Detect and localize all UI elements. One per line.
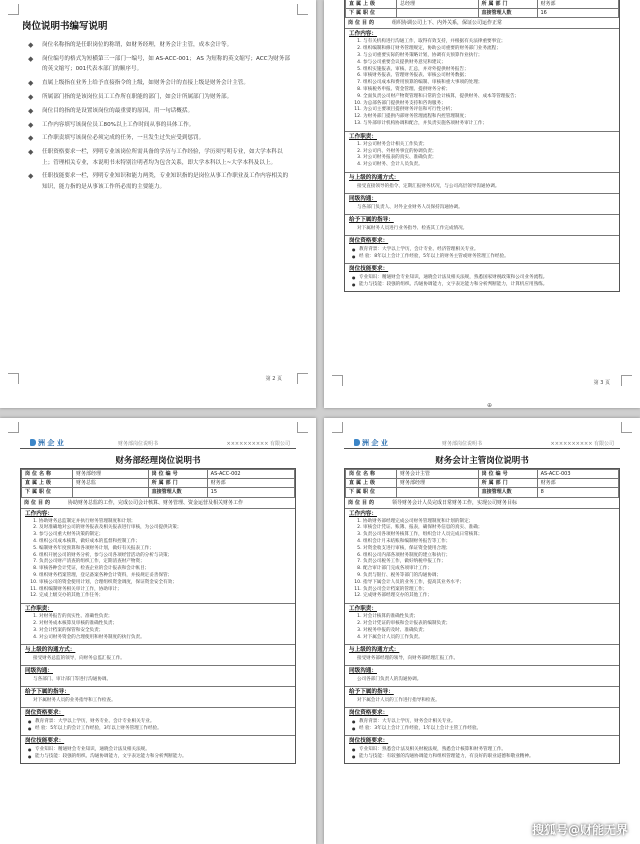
work-content-section: 工作内容： 1. 与有关机构进行沟通工作，取得有效支持，并根据有关法律重要事宜； 2. 组织编制和修订财务管理规定，协助公司重要的财务部门业务流程； 3. 与公司重要实际的财务策略计划，协调有关预算作业执行； 4. 参与公司重要会议提供财务意见和建议； 5. 组织实施报表、审核、汇总，并对外提供财务报告； 6. 审核财务报表、管理财务报表、审核公司财务数据； 7. 组织公司成本和费用预算的编制、审核和重大事项的处理； 8. 审核税务申报、资金管理、提供财务分析； 9. 全面负责公司财产物资管理和日常的会计核算，提供财务、成本等管理报告； 10. 为总部各部门提供财务支持和咨询服务； 11. 为公司主要项目提供财务评估和可行性分析； 12. 为财务部门提供内部财务管理流程和内控管理制度； 13. 与外部审计机构协调和配合，并负责实施各项财务审计工作； <box>345 29 619 131</box>
info-value: 财务总监 <box>73 479 149 488</box>
info-value: 财务部 <box>537 0 619 9</box>
info-value: 总经理 <box>397 0 479 9</box>
info-value: 财务部经理 <box>73 470 149 479</box>
duty-item: 4. 对公司财务资金的合理使用和财务制度的执行负责。 <box>39 635 291 642</box>
work-item: 8. 配合审计部门完成各项审计工作； <box>363 566 615 573</box>
instruction-text: 任职技能要求一栏，列明专业知识和能力两类，专业知识指的是岗位从事工作职业及工作内容相关的知识，能力指的是从事该工作所必需的主要能力。 <box>42 173 289 191</box>
work-item: 5. 组织实施报表、审核、汇总，并对外提供财务报告； <box>363 67 615 74</box>
subordinate-guidance-section: 给予下属的指导： 对下属财务人员的业务指导和工作检查。 <box>21 687 295 708</box>
crop-mark <box>621 375 632 386</box>
crop-mark <box>297 373 308 384</box>
info-label: 岗位名称 <box>346 470 397 479</box>
info-label: 直属上级 <box>22 479 73 488</box>
duty-item: 1. 对公司财务会计相关工作负责； <box>363 142 615 149</box>
duty-item: 3. 对会计档案的保管和安全负责； <box>39 628 291 635</box>
work-item: 8. 审核税务申报、资金管理、提供财务分析； <box>363 87 615 94</box>
info-row <box>22 488 295 497</box>
work-item: 3. 参与公司重大财务决策的制定； <box>39 532 291 539</box>
work-item: 4. 参与公司重要会议提供财务意见和建议； <box>363 60 615 67</box>
crop-mark <box>332 375 343 386</box>
instruction-text: 工作内容填写该岗位员工80%以上工作时间从事的具体工作。 <box>42 121 195 128</box>
info-label: 直属上级 <box>346 0 397 9</box>
superior-communication-section: 与上级的沟通方式： 接受直接领导的指令、定期汇报财务状况，与公司高层领导沟通协调。 <box>345 173 619 194</box>
instruction-item <box>22 171 290 192</box>
skill-item: ● 能力与技能：有较强的沟通协调能力和组织管理能力，有良好的职业道德和敬业精神。 <box>359 753 615 760</box>
work-item: 1. 与有关机构进行沟通工作，取得有效支持，并根据有关法律重要事宜； <box>363 39 615 46</box>
skill-section: 岗位技能要求： ● 专业知识：精通财会专业知识，通晓会计法及相关法规，熟悉国家财税政策和公司业务流程。 ● 能力与技能：较强的组织、沟通协调能力，文字表达能力和分析判断能力，计算机应用熟练。 <box>345 264 619 291</box>
work-item: 4. 组织会计月末结账和编制财务报告等工作； <box>363 539 615 546</box>
info-label: 直属上级 <box>346 479 397 488</box>
bullet-icon: ◆ <box>28 106 34 115</box>
job-info-table <box>345 0 619 18</box>
work-item: 7. 负责公司财产清查的组织工作，定期清查财产物资； <box>39 559 291 566</box>
duty-item: 2. 对财务成本核算及审核的准确性负责； <box>39 621 291 628</box>
qualification-item: ● 教育背景：大学以上学历，财务专业、会计专业相关专业。 <box>35 718 291 725</box>
duty-item: 4. 对下属会计人员的工作负责。 <box>363 635 615 642</box>
info-value: 16 <box>537 9 619 18</box>
work-item: 9. 负责与银行、税务等部门的沟通协调； <box>363 573 615 580</box>
job-description-frame <box>344 0 620 292</box>
info-value: AS-ACC-003 <box>537 470 618 479</box>
info-value <box>73 488 149 497</box>
info-label: 所属部门 <box>148 479 207 488</box>
peer-communication-section: 同级沟通： 与各部门、审计部门等进行沟通协调。 <box>21 666 295 687</box>
duty-item: 4. 对公司财务、会计人员负责。 <box>363 162 615 169</box>
info-value: AS-ACC-002 <box>207 470 294 479</box>
info-row <box>346 0 619 9</box>
qualification-item: ● 经 验：8年以上会计工作经验，5年以上的财务主管或财务管理工作经验。 <box>359 253 615 260</box>
instruction-text: 所属部门指的是该岗位员工工作所在职能的部门，如会计所属部门为财务部。 <box>42 93 233 100</box>
crop-mark <box>332 422 343 433</box>
qualification-section: 岗位资格要求： ● 教育背景：大专以上学历，财务会计相关专业。 ● 经 验：3年以上会计工作经验，1年以上会计主管工作经验。 <box>345 708 619 736</box>
company-logo: 洲 企 业 <box>354 438 388 448</box>
work-item: 3. 负责公司各项财务核算工作，组织会计人员完成日常核算； <box>363 532 615 539</box>
info-value: 财务会计主管 <box>397 470 479 479</box>
work-content-section: 工作内容： 1. 协助财务部经理完成公司财务管理制度和计划的制定； 2. 审核会计凭证、账簿、报表，确保财务信息的真实、准确； 3. 负责公司各项财务核算工作，组织会计人员完成日常核算； 4. 组织会计月末结账和编制财务报告等工作； 5. 对资金收支进行审核，保证资金使用合理； 6. 组织公司内部各项财务制度的建立和执行； 7. 负责公司税务工作，做好纳税申报工作； 8. 配合审计部门完成各项审计工作； 9. 负责与银行、税务等部门的沟通协调； 10. 指导下属会计人员的业务工作，提高其业务水平； 11. 负责公司会计档案的管理工作； 12. 完成财务部经理交办的其他工作； <box>345 509 619 605</box>
instruction-item <box>22 54 290 75</box>
work-item: 2. 组织编制和修订财务管理规定，协助公司重要的财务部门业务流程； <box>363 46 615 53</box>
instruction-text: 岗位目的指的是设置该岗位的最重要的原因，用一句话概括。 <box>42 107 194 114</box>
info-label: 直接管理人数 <box>478 9 537 18</box>
info-label: 所属部门 <box>478 0 537 9</box>
job-description-frame <box>20 468 296 764</box>
duty-item: 3. 对公司财务报表的真实、准确负责； <box>363 155 615 162</box>
duty-section: 工作职责： 1. 对财务报告的真实性、准确性负责； 2. 对财务成本核算及审核的准确性负责； 3. 对会计档案的保管和安全负责； 4. 对公司财务资金的合理使用和财务制度的执行负责。 <box>21 604 295 645</box>
logo-icon <box>354 439 360 446</box>
work-item: 8. 审核各种会计凭证，检查企业的会计报表和会计帐目； <box>39 566 291 573</box>
page-join-icon[interactable]: ⊕ <box>487 402 493 409</box>
logo-icon <box>30 439 36 446</box>
skill-item: ● 专业知识：熟悉会计法及相关财税法规，熟悉会计核算和财务管理工作。 <box>359 746 615 753</box>
doc-page-2 <box>324 0 640 408</box>
skill-item: ● 能力与技能：较强的组织、沟通协调能力，文字表达能力和分析判断能力，计算机应用熟练。 <box>359 281 615 288</box>
work-item: 10. 审核公司的资金使用计划，合理组织资金调度，保证资金安全有效； <box>39 580 291 587</box>
duty-item: 2. 对公司内、外财务事宜的协调负责； <box>363 149 615 156</box>
bullet-icon: ◆ <box>28 79 34 88</box>
info-row <box>22 470 295 479</box>
work-item: 3. 与公司重要实际的财务策略计划，协调有关预算作业执行； <box>363 53 615 60</box>
page-number: 第 2 页 <box>265 376 282 382</box>
page-title: 岗位说明书编写说明 <box>22 21 108 32</box>
job-description-frame <box>344 468 620 764</box>
info-value: 财务部经理 <box>397 479 479 488</box>
work-item: 12. 为财务部门提供内部财务管理流程和内控管理制度； <box>363 114 615 121</box>
work-item: 1. 协助财务部经理完成公司财务管理制度和计划的制定； <box>363 519 615 526</box>
work-item: 6. 组织开展公司的财务分析，参与公司各项经营活动的分析与决策； <box>39 553 291 560</box>
bullet-icon: ◆ <box>28 120 34 129</box>
bullet-icon: ◆ <box>28 92 34 101</box>
qualification-section: 岗位资格要求： ● 教育背景：大学以上学历，会计专业、经济管理相关专业。 ● 经 验：8年以上会计工作经验，5年以上的财务主管或财务管理工作经验。 <box>345 236 619 264</box>
info-value: 8 <box>537 488 618 497</box>
bullet-icon: ◆ <box>28 54 34 63</box>
instruction-text: 工作职责填写该岗位必须完成的任务，一旦发生过失应受到惩罚。 <box>42 135 205 142</box>
crop-mark <box>8 422 19 433</box>
duty-section: 工作职责： 1. 对会计核算的准确性负责； 2. 对会计凭证的审核和会计报表的编制负责； 3. 对税务申报的及时、准确负责； 4. 对下属会计人员的工作负责。 <box>345 604 619 645</box>
document-title: 财务会计主管岗位说明书 <box>435 456 529 466</box>
info-value <box>397 9 479 18</box>
duty-item: 1. 对财务报告的真实性、准确性负责； <box>39 614 291 621</box>
header-center-text: 财务部岗位说明书 <box>442 441 483 447</box>
work-item: 7. 负责公司税务工作，做好纳税申报工作； <box>363 559 615 566</box>
page-number: 第 3 页 <box>593 380 610 386</box>
instruction-item <box>22 133 290 144</box>
work-item: 9. 全面负责公司财产物资管理和日常的会计核算，提供财务、成本等管理报告； <box>363 94 615 101</box>
instruction-item <box>22 120 290 131</box>
crop-mark <box>297 422 308 433</box>
instruction-item <box>22 40 290 51</box>
doc-page-3 <box>0 418 316 844</box>
info-row <box>346 470 619 479</box>
job-purpose-row: 岗位目的 组织协调公司上下、内外关系，保证公司运作正常 <box>345 18 619 29</box>
skill-section: 岗位技能要求： ● 专业知识：熟悉会计法及相关财税法规，熟悉会计核算和财务管理工作。 ● 能力与技能：有较强的沟通协调能力和组织管理能力，有良好的职业道德和敬业精神。 <box>345 736 619 763</box>
work-item: 6. 组织公司内部各项财务制度的建立和执行； <box>363 553 615 560</box>
info-label: 下属职位 <box>346 488 397 497</box>
watermark-text: 搜狐号@财能无界 <box>531 823 628 837</box>
crop-mark <box>621 422 632 433</box>
subordinate-guidance-section: 给予下属的指导： 对下属财务人员进行业务指导、检查其工作完成情况。 <box>345 215 619 236</box>
info-label: 岗位编号 <box>148 470 207 479</box>
duty-section: 工作职责： 1. 对公司财务会计相关工作负责； 2. 对公司内、外财务事宜的协调负责； 3. 对公司财务报表的真实、准确负责； 4. 对公司财务、会计人员负责。 <box>345 132 619 173</box>
superior-communication-section: 与上级的沟通方式： 接受财务总监的领导，向财务总监汇报工作。 <box>21 645 295 666</box>
duty-item: 2. 对会计凭证的审核和会计报表的编制负责； <box>363 621 615 628</box>
subordinate-guidance-section: 给予下属的指导： 对下属会计人员的工作进行指导和检查。 <box>345 687 619 708</box>
info-label: 下属职位 <box>346 9 397 18</box>
info-row <box>346 488 619 497</box>
superior-communication-section: 与上级的沟通方式： 接受财务部经理的领导，向财务部经理汇报工作。 <box>345 645 619 666</box>
info-value: 财务部 <box>207 479 294 488</box>
crop-mark <box>297 4 308 15</box>
peer-communication-section: 同级沟通： 公司各部门负责人的沟通协调。 <box>345 666 619 687</box>
work-item: 7. 组织公司成本和费用预算的编制、审核和重大事项的处理； <box>363 80 615 87</box>
header-center-text: 财务部岗位说明书 <box>118 441 159 447</box>
instruction-text: 直属上级指在业务上给予直接指令的上级，如财务会计的直接上级是财务会计主管。 <box>42 80 249 87</box>
skill-item: ● 能力与技能：较强的组织、沟通协调能力，文字表达能力和分析判断能力。 <box>35 753 291 760</box>
instruction-item <box>22 78 290 89</box>
job-purpose-row: 岗位目的 协助财务总监的工作，完成公司会计核算、财务管理、资金运营及相关财务工作 <box>21 498 295 509</box>
crop-mark <box>8 373 19 384</box>
work-item: 2. 审核会计凭证、账簿、报表，确保财务信息的真实、准确； <box>363 525 615 532</box>
info-value: 财务部 <box>537 479 618 488</box>
document-title: 财务部经理岗位说明书 <box>115 456 201 466</box>
instruction-item <box>22 106 290 117</box>
company-logo: 洲 企 业 <box>30 438 64 448</box>
work-item: 11. 为公司主要项目提供财务评估和可行性分析； <box>363 107 615 114</box>
info-row <box>346 9 619 18</box>
peer-communication-section: 同级沟通： 与各部门负责人、对外企业财务人员保持沟通协调。 <box>345 194 619 215</box>
bullet-icon: ◆ <box>28 41 34 49</box>
header-divider <box>20 448 296 449</box>
header-company-name: ×××××××××× 有限公司 <box>550 441 614 447</box>
info-label: 直接管理人数 <box>478 488 537 497</box>
info-row <box>346 479 619 488</box>
info-label: 岗位编号 <box>478 470 537 479</box>
instruction-list <box>22 40 290 196</box>
skill-section: 岗位技能要求： ● 专业知识：精通财会专业知识，通晓会计法及相关法规。 ● 能力与技能：较强的组织、沟通协调能力，文字表达能力和分析判断能力。 <box>21 736 295 763</box>
info-label: 岗位名称 <box>22 470 73 479</box>
instruction-item <box>22 147 290 168</box>
qualification-item: ● 教育背景：大专以上学历，财务会计相关专业。 <box>359 718 615 725</box>
work-item: 4. 组织公司成本核算，做好成本的监督和控制工作； <box>39 539 291 546</box>
doc-page-1 <box>0 0 316 408</box>
doc-page-4 <box>324 418 640 844</box>
work-item: 11. 负责公司会计档案的管理工作； <box>363 587 615 594</box>
job-info-table <box>345 469 619 498</box>
work-item: 5. 对资金收支进行审核，保证资金使用合理； <box>363 546 615 553</box>
work-item: 11. 组织编制财务相关审计工作，协助审计； <box>39 587 291 594</box>
instruction-item <box>22 92 290 103</box>
header-company-name: ×××××××××× 有限公司 <box>226 441 290 447</box>
skill-item: ● 专业知识：精通财会专业知识，通晓会计法及相关法规，熟悉国家财税政策和公司业务流程。 <box>359 274 615 281</box>
job-info-table <box>21 469 295 498</box>
work-item: 1. 协助财务总监制定并执行财务管理制度和计划； <box>39 519 291 526</box>
work-content-section: 工作内容： 1. 协助财务总监制定并执行财务管理制度和计划； 2. 及时准确地对公司的财务报表及相关报表进行审核，为公司提供决策； 3. 参与公司重大财务决策的制定； 4. 组织公司成本核算，做好成本的监督和控制工作； 5. 编制财务年度预算和各项财务计划，做好有关报表工作； 6. 组织开展公司的财务分析，参与公司各项经营活动的分析与决策； 7. 负责公司财产清查的组织工作，定期清查财产物资； 8. 审核各种会计凭证，检查企业的会计报表和会计帐目； 9. 组织财务档案管理，登记备案各种会计资料，并按规定妥善保管； 10. 审核公司的资金使用计划，合理组织资金调度，保证资金安全有效； 11. 组织编制财务相关审计工作，协助审计； 12. 完成上级交办的其他工作任务； <box>21 509 295 605</box>
header-divider <box>344 448 620 449</box>
info-row <box>22 479 295 488</box>
work-item: 10. 指导下属会计人员的业务工作，提高其业务水平； <box>363 580 615 587</box>
work-item: 13. 与外部审计机构协调和配合，并负责实施各项财务审计工作； <box>363 121 615 128</box>
info-label: 直接管理人数 <box>148 488 207 497</box>
instruction-text: 岗位编号的格式为短横第三一部门一编号，如 AS-ACC-001； AS 为短称的英文缩写；ACC为财务部的英文缩写；001代表本部门的顺序号。 <box>42 55 290 73</box>
info-label: 所属部门 <box>478 479 537 488</box>
work-item: 12. 完成上级交办的其他工作任务； <box>39 593 291 600</box>
work-item: 10. 为总部各部门提供财务支持和咨询服务； <box>363 101 615 108</box>
work-item: 5. 编制财务年度预算和各项财务计划，做好有关报表工作； <box>39 546 291 553</box>
duty-item: 1. 对会计核算的准确性负责； <box>363 614 615 621</box>
work-item: 2. 及时准确地对公司的财务报表及相关报表进行审核，为公司提供决策； <box>39 525 291 532</box>
info-value: 15 <box>207 488 294 497</box>
instruction-text: 任职资格要求一栏，列明专业该岗位所需具备的学历与工作经验，学历须写明专业，如大学本科以上；管理相关专业，本说明书未特别注明者均为包含关系，即大学本科以上~大学本科及以上。 <box>42 149 283 166</box>
bullet-icon: ◆ <box>28 148 34 157</box>
crop-mark <box>8 4 19 15</box>
duty-item: 3. 对税务申报的及时、准确负责； <box>363 628 615 635</box>
bullet-icon: ◆ <box>28 134 34 143</box>
job-purpose-row: 岗位目的 领导财务会计人员完成日常财务工作，实现公司财务目标 <box>345 498 619 509</box>
instruction-text: 岗位名称指的是任职岗位的称谓，如财务经理，财务会计主管，成本会计等。 <box>42 42 233 48</box>
info-label: 下属职位 <box>22 488 73 497</box>
qualification-section: 岗位资格要求： ● 教育背景：大学以上学历，财务专业、会计专业相关专业。 ● 经 验：5年以上的会计工作经验，3年以上财务管理工作经验。 <box>21 708 295 736</box>
qualification-item: ● 经 验：3年以上会计工作经验，1年以上会计主管工作经验。 <box>359 725 615 732</box>
qualification-item: ● 经 验：5年以上的会计工作经验，3年以上财务管理工作经验。 <box>35 725 291 732</box>
qualification-item: ● 教育背景：大学以上学历，会计专业、经济管理相关专业。 <box>359 246 615 253</box>
work-item: 12. 完成财务部经理交办的其他工作； <box>363 593 615 600</box>
info-value <box>397 488 479 497</box>
bullet-icon: ◆ <box>28 172 34 181</box>
work-item: 9. 组织财务档案管理，登记备案各种会计资料，并按规定妥善保管； <box>39 573 291 580</box>
work-item: 6. 审核财务报表、管理财务报表、审核公司财务数据； <box>363 73 615 80</box>
skill-item: ● 专业知识：精通财会专业知识，通晓会计法及相关法规。 <box>35 746 291 753</box>
